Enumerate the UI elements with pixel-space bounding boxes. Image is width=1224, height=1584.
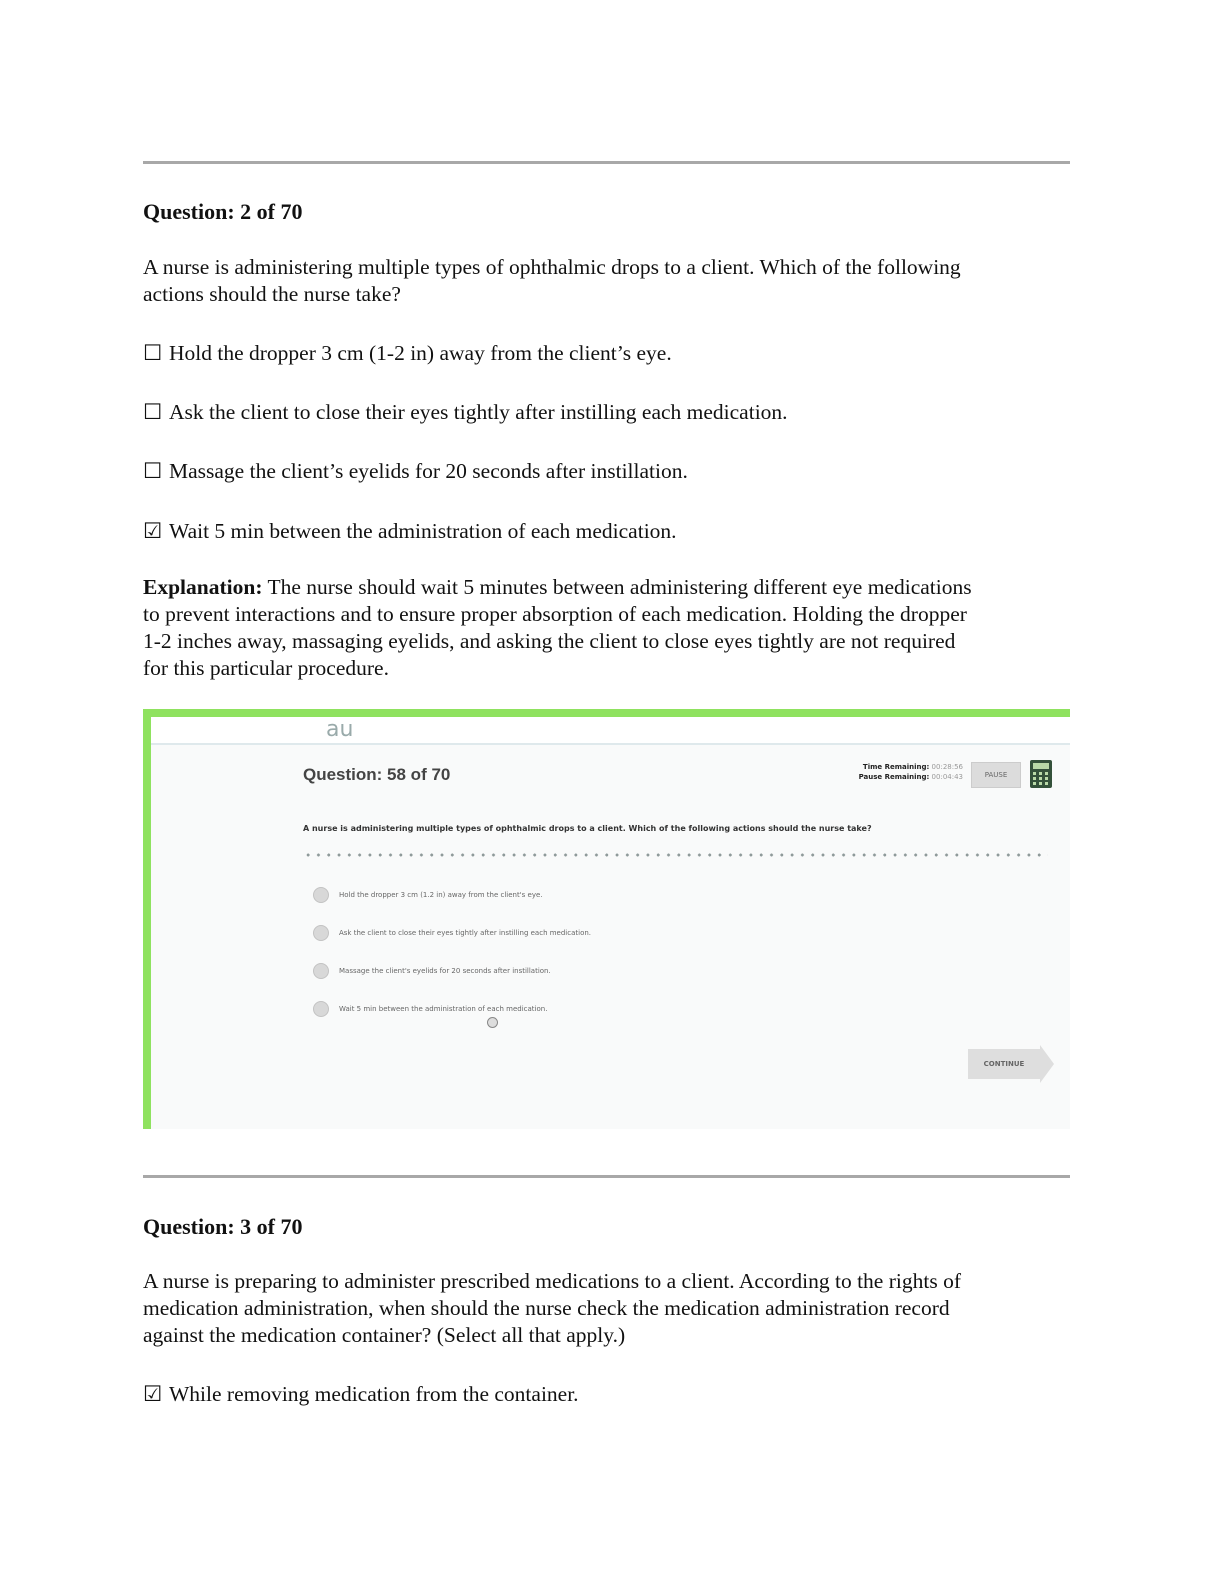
timers	[803, 762, 963, 782]
time-remaining-label: Time Remaining:	[862, 763, 930, 771]
checkbox-empty-icon: ☐	[143, 459, 163, 483]
screenshot-question-stem: A nurse is administering multiple types of ophthalmic drops to a client. Which of the following actions should the nurse take?	[303, 824, 872, 833]
logo-fragment: au	[326, 717, 354, 742]
question-2-explanation	[143, 574, 1073, 682]
question-2-option-1	[143, 340, 672, 367]
option-text: Massage the client’s eyelids for 20 seconds after instillation.	[169, 459, 688, 483]
question-2-stem-line2: actions should the nurse take?	[143, 282, 401, 306]
question-2-stem	[143, 254, 1073, 308]
screenshot-header-band	[151, 717, 1070, 745]
screenshot-option-1[interactable]	[313, 887, 543, 903]
calculator-icon[interactable]	[1030, 760, 1052, 788]
progress-dots	[303, 853, 1048, 857]
screenshot-option-text: Ask the client to close their eyes tightly after instilling each medication.	[339, 929, 592, 937]
option-text: Ask the client to close their eyes tightly after instilling each medication.	[169, 400, 788, 424]
question-3-stem-line3: against the medication container? (Select all that apply.)	[143, 1323, 626, 1347]
screenshot-option-2[interactable]	[313, 925, 591, 941]
explanation-line1: The nurse should wait 5 minutes between administering different eye medications	[262, 575, 972, 599]
question-2-option-2	[143, 399, 788, 426]
green-frame-left	[143, 709, 151, 1129]
question-3-title: Question: 3 of 70	[143, 1214, 303, 1239]
question-2-stem-line1: A nurse is administering multiple types of ophthalmic drops to a client. Which of the following	[143, 255, 961, 279]
question-3-stem-line2: medication administration, when should the nurse check the medication administration record	[143, 1296, 950, 1320]
mouse-cursor-icon	[487, 1017, 498, 1028]
pause-remaining-value: 00:04:43	[931, 773, 963, 781]
option-text: While removing medication from the container.	[169, 1382, 579, 1406]
radio-icon[interactable]	[313, 1001, 329, 1017]
time-remaining-value: 00:28:56	[931, 763, 963, 771]
radio-icon[interactable]	[313, 887, 329, 903]
checkbox-empty-icon: ☐	[143, 400, 163, 424]
pause-button[interactable]: PAUSE	[971, 762, 1021, 788]
explanation-label: Explanation:	[143, 575, 263, 599]
screenshot-question-label: Question: 58 of 70	[303, 765, 451, 784]
exam-screenshot	[143, 709, 1070, 1129]
question-3-stem	[143, 1268, 1073, 1349]
question-2-title: Question: 2 of 70	[143, 199, 303, 224]
checkbox-checked-icon: ☑	[143, 519, 163, 543]
checkbox-checked-icon: ☑	[143, 1382, 163, 1406]
top-divider	[143, 161, 1070, 164]
explanation-line2: to prevent interactions and to ensure proper absorption of each medication. Holding the dropper	[143, 602, 967, 626]
option-text: Wait 5 min between the administration of each medication.	[169, 519, 677, 543]
screenshot-option-3[interactable]	[313, 963, 551, 979]
question-panel	[151, 745, 1070, 1129]
question-2-option-3	[143, 458, 688, 485]
radio-icon[interactable]	[313, 925, 329, 941]
explanation-line3: 1-2 inches away, massaging eyelids, and asking the client to close eyes tightly are not required	[143, 629, 956, 653]
screenshot-option-text: Massage the client's eyelids for 20 seconds after instillation.	[339, 967, 551, 975]
screenshot-option-text: Wait 5 min between the administration of each medication.	[339, 1005, 548, 1013]
explanation-line4: for this particular procedure.	[143, 656, 389, 680]
question-3-stem-line1: A nurse is preparing to administer prescribed medications to a client. According to the rights of	[143, 1269, 961, 1293]
question-3-option-1	[143, 1381, 579, 1408]
screenshot-option-text: Hold the dropper 3 cm (1.2 in) away from the client's eye.	[339, 891, 543, 899]
radio-icon[interactable]	[313, 963, 329, 979]
continue-button[interactable]: CONTINUE	[968, 1049, 1040, 1079]
middle-divider	[143, 1175, 1070, 1178]
option-text: Hold the dropper 3 cm (1-2 in) away from the client’s eye.	[169, 341, 672, 365]
question-2-option-4	[143, 518, 677, 545]
pause-remaining-label: Pause Remaining:	[858, 773, 930, 781]
screenshot-option-4[interactable]	[313, 1001, 547, 1017]
green-frame-top	[143, 709, 1070, 717]
checkbox-empty-icon: ☐	[143, 341, 163, 365]
